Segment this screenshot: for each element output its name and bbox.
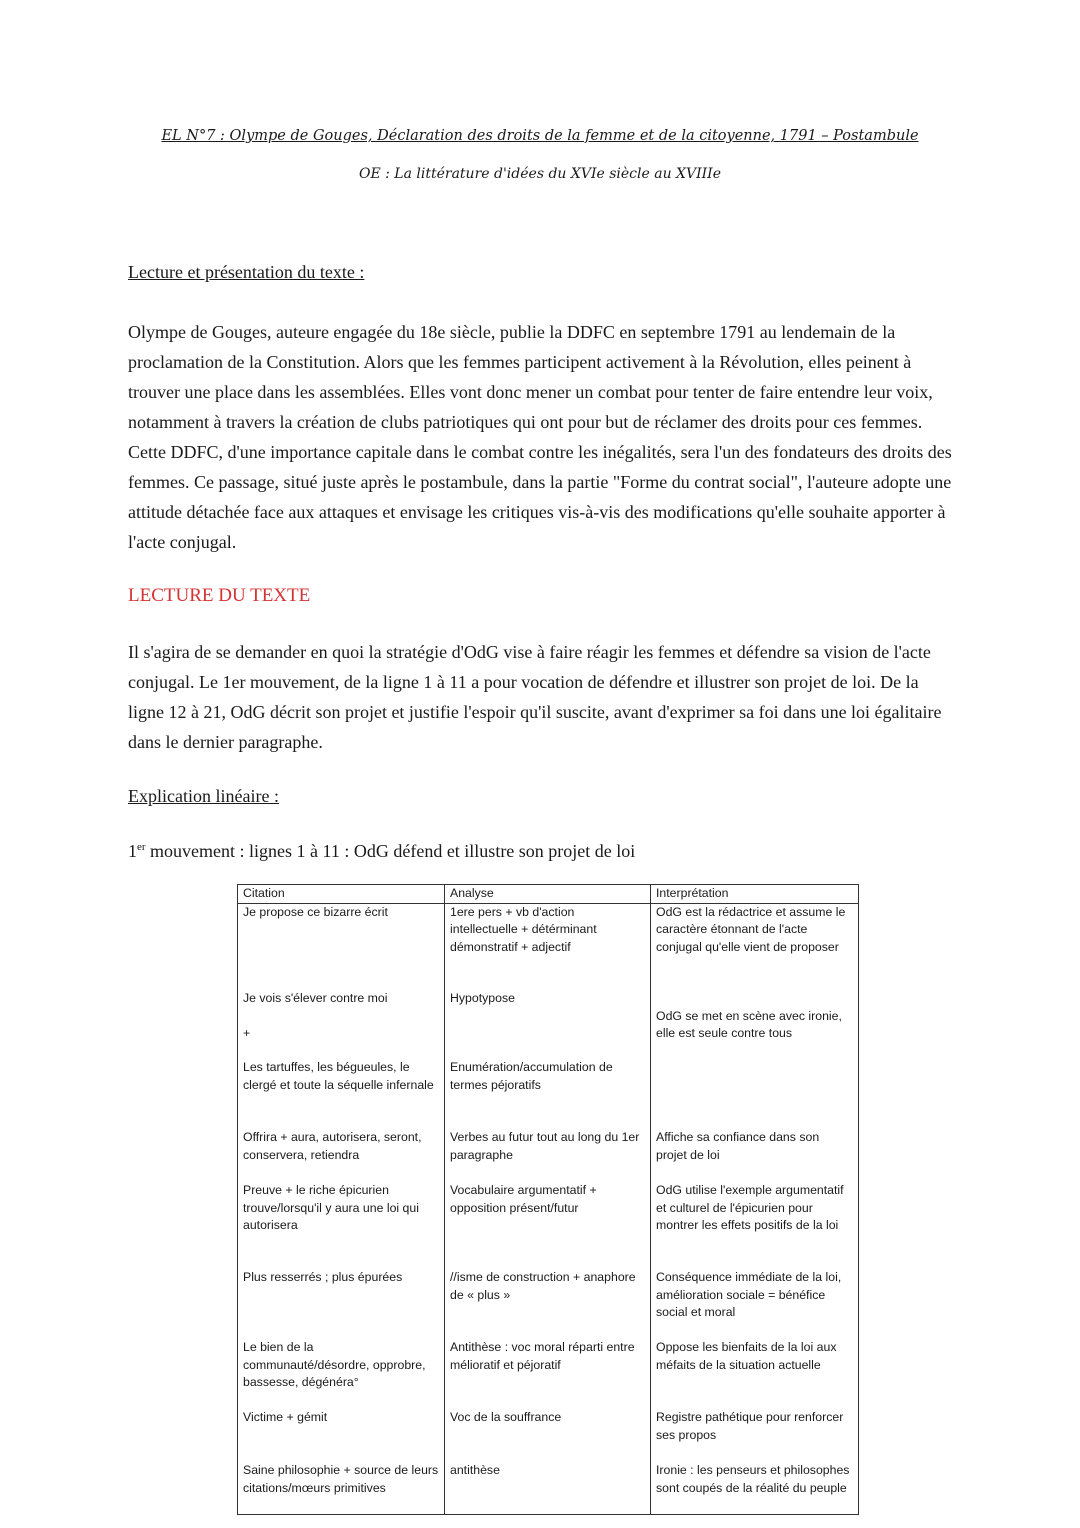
movement-heading: 1er mouvement : lignes 1 à 11 : OdG défend et illustre son projet de loi — [128, 841, 636, 861]
citation-cell: Je vois s'élever contre moi + — [238, 990, 445, 1059]
analysis-table — [237, 884, 859, 1515]
column-header-interpretation: Interprétation — [651, 885, 859, 904]
analyse-cell: Antithèse : voc moral réparti entre mélioratif et péjoratif — [445, 1339, 651, 1409]
lecture-paragraph: Il s'agira de se demander en quoi la stratégie d'OdG vise à faire réagir les femmes et défendre sa vision de l'acte conjugal. Le 1er mouvement, de la ligne 1 à 11 a pour vocation de défendre et illustrer son projet de loi. De la ligne 12 à 21, OdG décrit son projet et justifie l'espoir qu'il suscite, avant d'exprimer sa foi dans une loi égalitaire dans le dernier paragraphe. — [128, 642, 942, 752]
column-header-analyse: Analyse — [445, 885, 651, 904]
interpretation-cell: Oppose les bienfaits de la loi aux méfaits de la situation actuelle — [651, 1339, 859, 1409]
table-row — [238, 1059, 859, 1129]
citation-cell: Saine philosophie + source de leurs citations/mœurs primitives — [238, 1462, 445, 1514]
table-row — [238, 1409, 859, 1462]
citation-cell: Les tartuffes, les bégueules, le clergé et toute la séquelle infernale — [238, 1059, 445, 1129]
table-row — [238, 990, 859, 1059]
interpretation-cell — [651, 1059, 859, 1129]
section-heading-explication: Explication linéaire : — [128, 786, 279, 806]
document-subtitle: OE : La littérature d'idées du XVIe siècle au XVIIIe — [358, 166, 721, 182]
interpretation-cell: Conséquence immédiate de la loi, amélioration sociale = bénéfice social et moral — [651, 1269, 859, 1339]
interpretation-cell: Registre pathétique pour renforcer ses propos — [651, 1409, 859, 1462]
table-row — [238, 903, 859, 990]
analyse-cell: antithèse — [445, 1462, 651, 1514]
section-heading-lecture: LECTURE DU TEXTE — [128, 585, 311, 606]
presentation-paragraph: Olympe de Gouges, auteure engagée du 18e siècle, publie la DDFC en septembre 1791 au lendemain de la proclamation de la Constitution. Alors que les femmes participent activement à la Révolution, elles peinent à trouver une place dans les assemblées. Elles vont donc mener un combat pour tenter de faire entendre leur voix, notamment à travers la création de clubs patriotiques qui ont pour but de réclamer des droits pour ces femmes. Cette DDFC, d'une importance capitale dans le combat contre les inégalités, sera l'un des fondateurs des droits des femmes. Ce passage, situé juste après le postambule, dans la partie "Forme du contrat social", l'auteure adopte une attitude détachée face aux attaques et envisage les critiques vis-à-vis des modifications qu'elle souhaite apporter à l'acte conjugal. — [128, 322, 952, 552]
interpretation-cell: OdG utilise l'exemple argumentatif et culturel de l'épicurien pour montrer les effets positifs de la loi — [651, 1182, 859, 1269]
analyse-cell: Voc de la souffrance — [445, 1409, 651, 1462]
column-header-citation: Citation — [238, 885, 445, 904]
analyse-cell: Vocabulaire argumentatif + opposition présent/futur — [445, 1182, 651, 1269]
analyse-cell: Verbes au futur tout au long du 1er paragraphe — [445, 1129, 651, 1182]
citation-cell: Le bien de la communauté/désordre, opprobre, bassesse, dégénéra° — [238, 1339, 445, 1409]
interpretation-cell: OdG se met en scène avec ironie, elle est seule contre tous — [651, 990, 859, 1059]
citation-cell: Offrira + aura, autorisera, seront, conservera, retiendra — [238, 1129, 445, 1182]
citation-cell: Plus resserrés ; plus épurées — [238, 1269, 445, 1339]
interpretation-cell: Affiche sa confiance dans son projet de loi — [651, 1129, 859, 1182]
analyse-cell: //isme de construction + anaphore de « plus » — [445, 1269, 651, 1339]
table-header-row — [238, 885, 859, 904]
document-title: EL N°7 : Olympe de Gouges, Déclaration des droits de la femme et de la citoyenne, 1791 – Postambule — [161, 128, 919, 144]
table-row — [238, 1182, 859, 1269]
citation-cell: Preuve + le riche épicurien trouve/lorsqu'il y aura une loi qui autorisera — [238, 1182, 445, 1269]
citation-cell: Je propose ce bizarre écrit — [238, 903, 445, 990]
table-row — [238, 1462, 859, 1514]
table-row — [238, 1339, 859, 1409]
interpretation-cell: OdG est la rédactrice et assume le caractère étonnant de l'acte conjugal qu'elle vient de proposer — [651, 903, 859, 990]
interpretation-cell: Ironie : les penseurs et philosophes sont coupés de la réalité du peuple — [651, 1462, 859, 1514]
table-row — [238, 1129, 859, 1182]
table-row — [238, 1269, 859, 1339]
analyse-cell: Enumération/accumulation de termes péjoratifs — [445, 1059, 651, 1129]
citation-cell: Victime + gémit — [238, 1409, 445, 1462]
analyse-cell: 1ere pers + vb d'action intellectuelle + détérminant démonstratif + adjectif — [445, 903, 651, 990]
section-heading-presentation: Lecture et présentation du texte : — [128, 262, 365, 282]
analyse-cell: Hypotypose — [445, 990, 651, 1059]
